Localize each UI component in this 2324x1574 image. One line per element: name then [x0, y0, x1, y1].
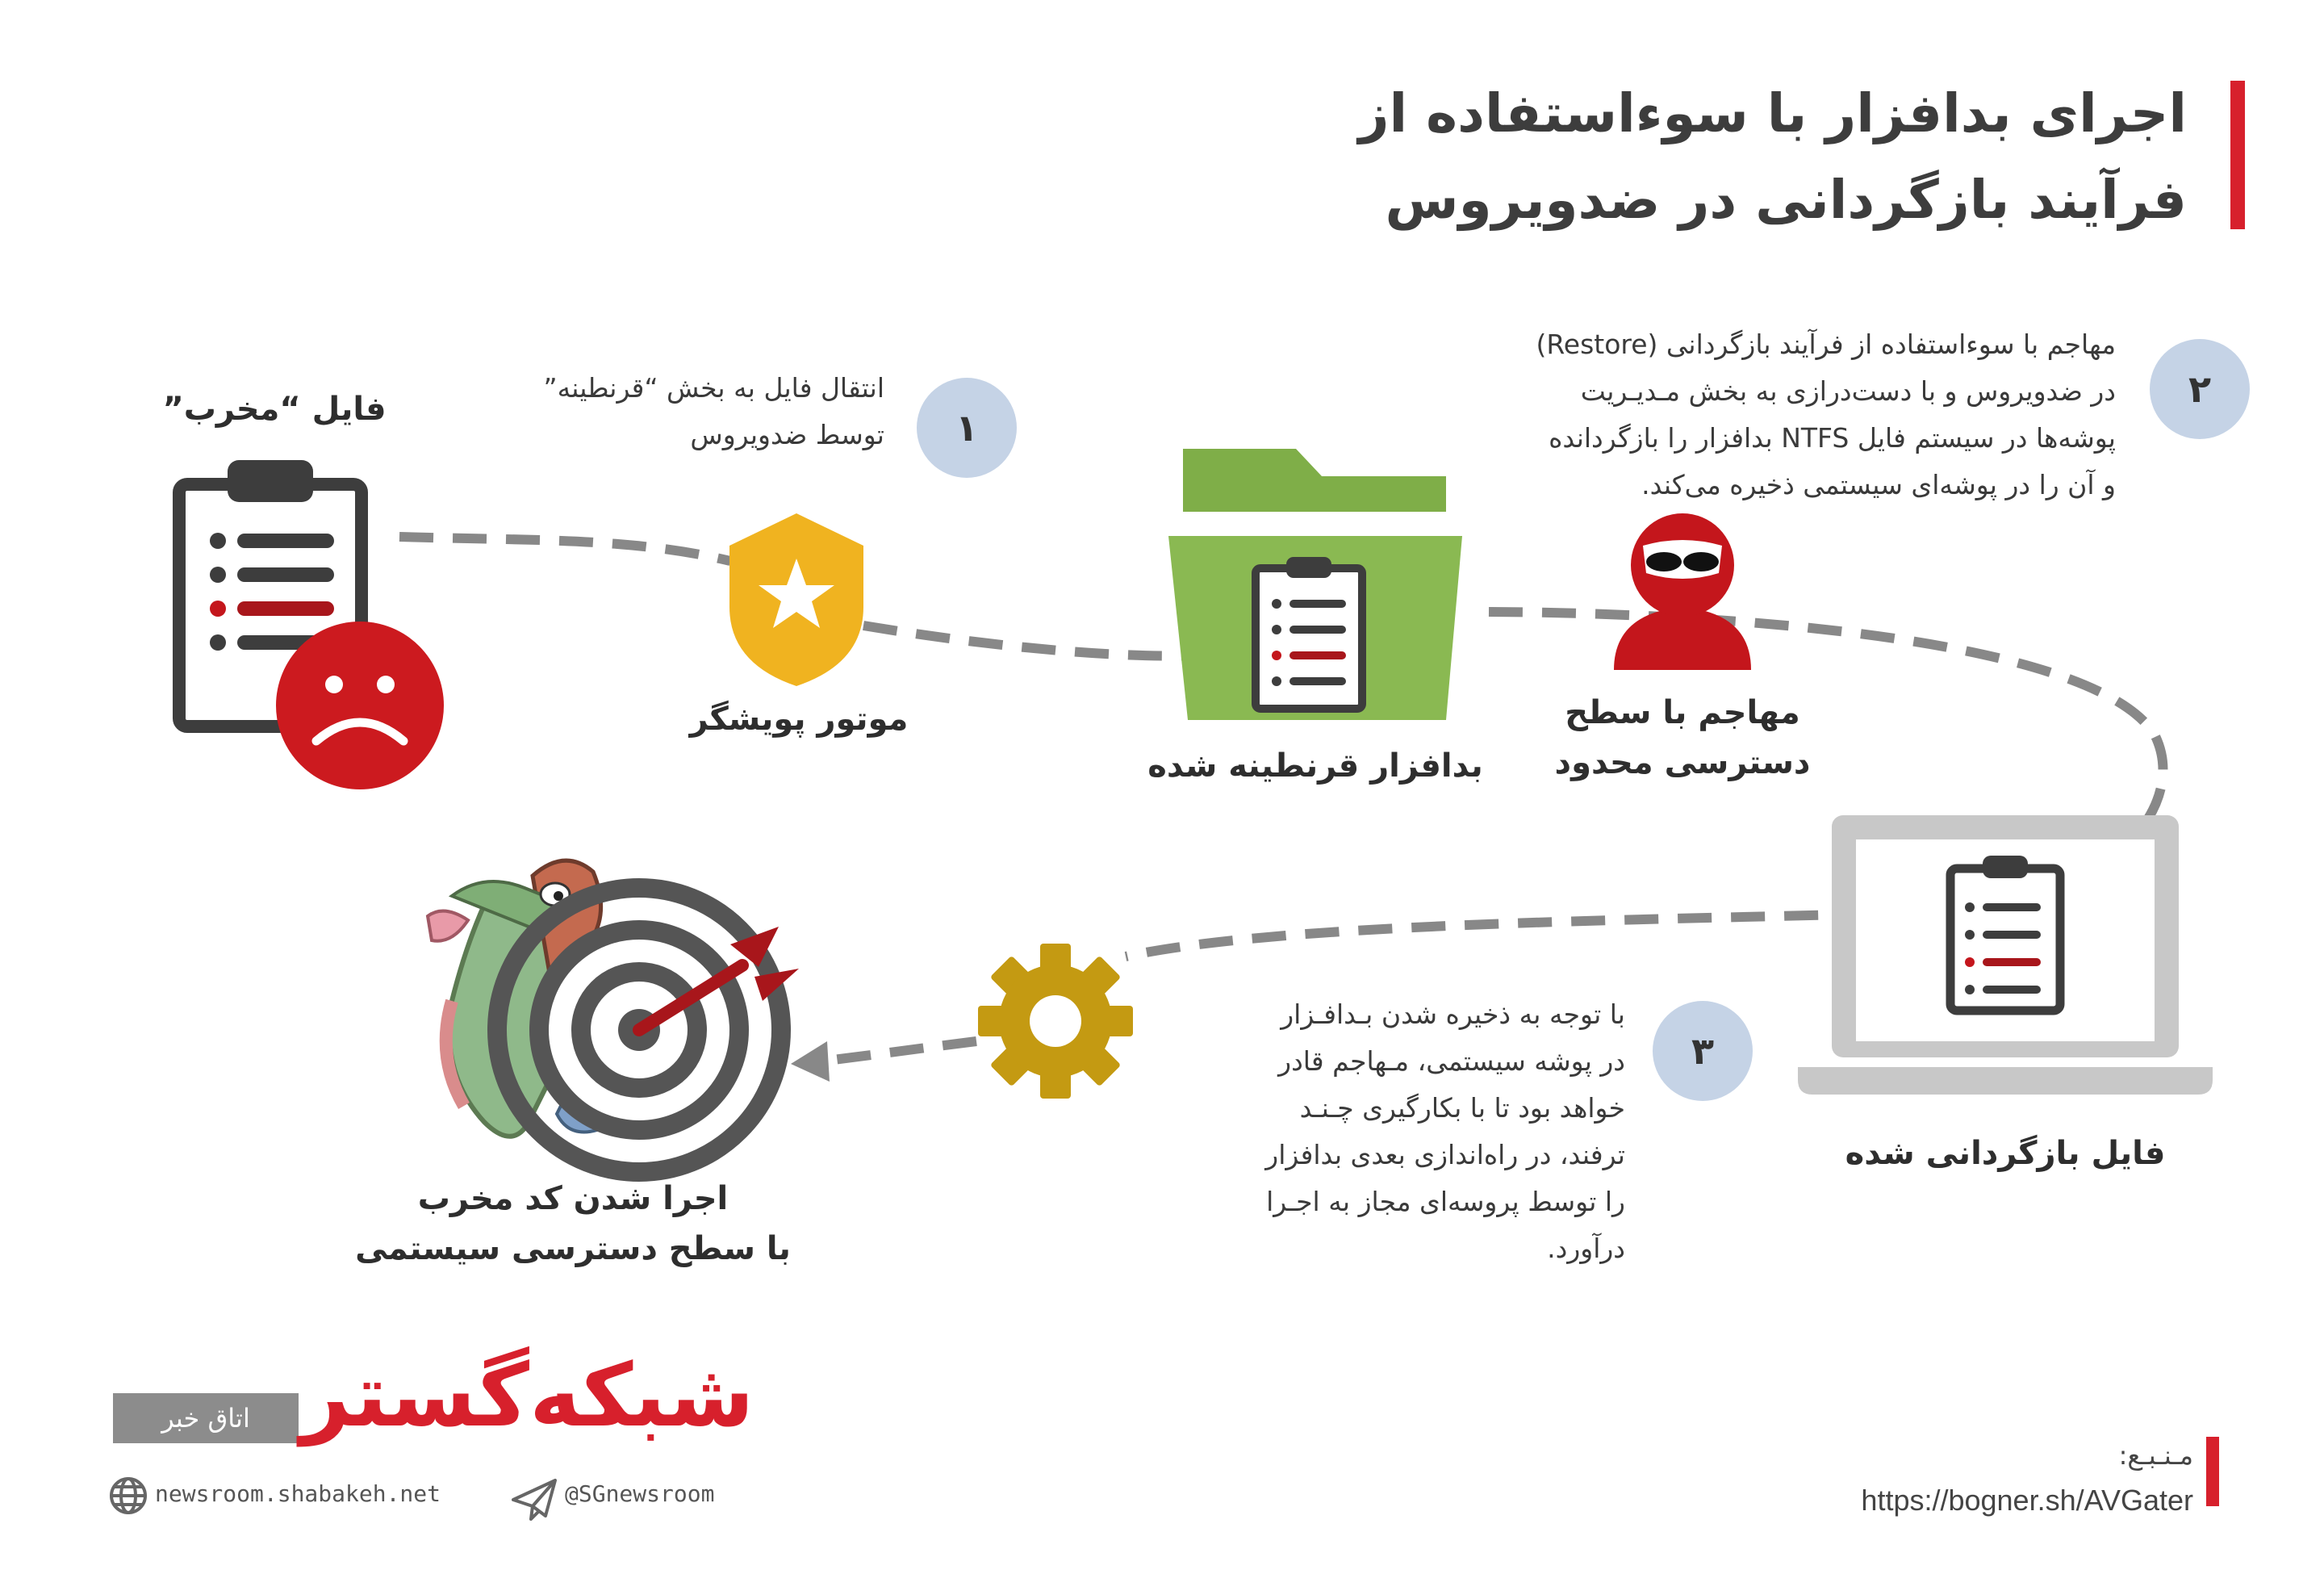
globe-icon — [111, 1479, 145, 1513]
step-1-description — [544, 365, 884, 458]
quarantined-malware-label: بدافزار قرنطینه شده — [1147, 747, 1483, 785]
laptop-icon — [1798, 815, 2213, 1095]
source-url[interactable]: https://bogner.sh/AVGater — [1861, 1484, 2193, 1517]
hacker-icon — [1614, 513, 1751, 670]
folder-icon — [1168, 449, 1462, 720]
malicious-file-label: فایل “مخرب” — [162, 391, 387, 428]
gear-icon — [978, 944, 1133, 1099]
step-1-badge: ۱ — [917, 378, 1017, 478]
paper-plane-icon — [513, 1480, 555, 1519]
restored-file-label: فایل بازگردانی شده — [1845, 1135, 2166, 1172]
av-engine-label: موتور پویشگر — [689, 701, 909, 738]
arrow-gear-to-target — [819, 1041, 976, 1061]
page-title — [1359, 71, 2187, 244]
system-exec-label — [347, 1174, 799, 1274]
attacker-label-line: مهاجم با سطح — [1565, 694, 1800, 731]
title-line-1: اجرای بدافزار با سوءاستفاده از — [1358, 82, 2187, 144]
step-2-line: در ضدویروس و با دست‌درازی به بخش مـدیـریت — [1580, 375, 2116, 408]
website-link[interactable]: newsroom.shabakeh.net — [155, 1480, 441, 1507]
arrowhead-target — [791, 1041, 830, 1082]
exec-label-line: اجرا شدن کد مخرب — [417, 1180, 729, 1217]
title-line-2: فرآیند بازگردانی در ضدویروس — [1385, 168, 2187, 231]
step-3-line: درآورد. — [1547, 1233, 1625, 1265]
limited-attacker-label — [1533, 688, 1832, 788]
step-2-badge: ۲ — [2150, 339, 2250, 439]
step-3-badge: ۳ — [1653, 1001, 1753, 1101]
step-2-line: مهاجم با سوءاستفاده از فرآیند بازگردانی (Restore) — [1536, 329, 2116, 360]
target-icon — [497, 888, 799, 1172]
step-1-line: توسط ضدویروس — [690, 419, 884, 451]
step-3-line: را توسط پروسه‌ای مجاز به اجـرا — [1266, 1186, 1625, 1218]
title-accent-bar — [2230, 81, 2245, 229]
social-handle-link[interactable]: @SGnewsroom — [565, 1480, 715, 1507]
brand-tag: اتاق خبر — [113, 1393, 299, 1443]
step-2-line: پوشه‌ها در سیستم فایل NTFS بدافزار را بازگردانده — [1549, 422, 2116, 454]
exec-label-line: با سطح دسترسی سیستمی — [355, 1230, 791, 1267]
attacker-label-line: دسترسی محدود — [1554, 744, 1811, 781]
step-2-line: و آن را در پوشه‌ای سیستمی ذخیره می‌کند. — [1641, 469, 2116, 501]
source-label: مـنـبـع: — [2118, 1440, 2193, 1471]
step-1-line: انتقال فایل به بخش “قرنطینه” — [543, 372, 884, 404]
shield-star-icon — [729, 513, 863, 686]
arrow-shield-to-folder — [863, 626, 1190, 656]
arrow-file-to-shield — [399, 537, 730, 561]
step-3-line: با توجه به ذخیره شدن بـدافـزار — [1281, 998, 1625, 1030]
step-3-line: در پوشه سیستمی، مـهاجم قادر — [1278, 1045, 1625, 1078]
step-3-line: خواهد بود تا با بکارگیری چـنـد — [1299, 1092, 1625, 1124]
step-2-description — [1536, 321, 2116, 509]
sad-face-icon — [276, 622, 444, 789]
arrow-laptop-to-gear — [1126, 912, 1925, 957]
step-3-description — [1265, 991, 1625, 1272]
step-3-line: ترفند، در راه‌اندازی بعدی بدافزار — [1265, 1139, 1625, 1171]
brand-logo: شبکه‌گستر — [300, 1346, 754, 1446]
source-accent-bar — [2206, 1437, 2219, 1506]
